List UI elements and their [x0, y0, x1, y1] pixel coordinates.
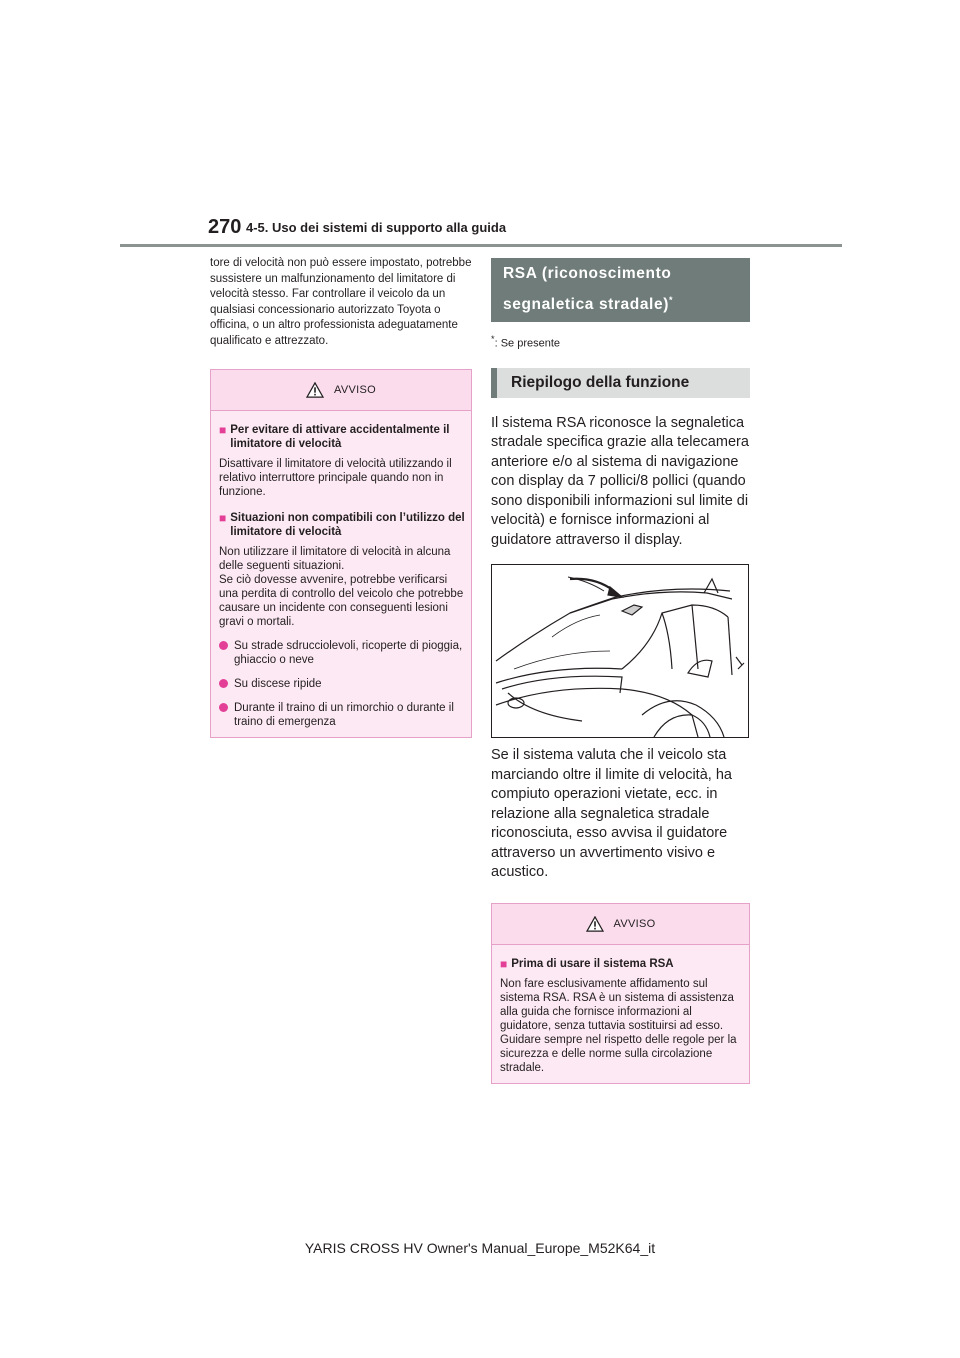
warning-item-title	[219, 511, 465, 539]
warning-item-title	[500, 957, 743, 971]
page-number: 270	[208, 216, 242, 238]
header-rule	[120, 244, 842, 247]
round-bullet-icon	[219, 679, 228, 688]
warning-triangle-icon	[306, 382, 324, 398]
warning-item-text: Se ciò dovesse avvenire, potrebbe verificarsi una perdita di controllo del veicolo che potrebbe causare un incidente con conseguenti lesioni gravi o mortali.	[219, 574, 464, 628]
square-bullet-icon: ■	[500, 956, 508, 971]
warning-item-title-text: Per evitare di attivare accidentalmente il limitatore di velocità	[230, 424, 450, 450]
warning-box-speed-limiter	[210, 369, 472, 738]
warning-header	[492, 904, 749, 945]
footnote-mark: *	[491, 334, 495, 345]
warning-item-title-text: Prima di usare il sistema RSA	[511, 957, 674, 970]
warning-header	[211, 370, 471, 411]
round-bullet-icon	[219, 641, 228, 650]
round-bullet-icon	[219, 703, 228, 712]
warning-item-text: Non utilizzare il limitatore di velocità in alcuna delle seguenti situazioni.	[219, 546, 451, 572]
list-item	[219, 677, 465, 691]
section-title: 4-5. Uso dei sistemi di supporto alla guida	[246, 220, 507, 235]
warning-item-title	[219, 423, 465, 451]
body-paragraph: Se il sistema valuta che il veicolo sta marciando oltre il limite di velocità, ha compiuto operazioni vietate, ecc. in relazione alla segnaletica stradale riconosciuta, esso avvisa il guidatore attraverso un avvertimento visivo e acustico.	[491, 747, 732, 881]
subheading-summary: Riepilogo della funzione	[491, 368, 750, 398]
body-paragraph: Il sistema RSA riconosce la segnaletica stradale specifica grazie alla telecamera anteriore e/o al sistema di navigazione con display da 7 pollici/8 pollici (quando sono disponibili informazioni sul limite di velocità) e fornisce informazioni al guidatore attraverso il display.	[491, 414, 749, 548]
list-item	[219, 639, 465, 667]
heading-footnote-mark: *	[668, 295, 674, 305]
list-item	[219, 701, 465, 729]
warning-item-text: Non fare esclusivamente affidamento sul sistema RSA. RSA è un sistema di assistenza alla guida che fornisce informazioni al guidatore, senza tuttavia sostituirsi ad esso. Guidare sempre nel rispetto delle regole per la sicurezza e delle norme sulla circolazione stradale.	[500, 977, 737, 1074]
footnote	[491, 334, 750, 350]
warning-box-rsa	[491, 903, 750, 1084]
list-item-text: Su discese ripide	[234, 678, 322, 690]
list-item-text: Su strade sdrucciolevoli, ricoperte di pioggia, ghiaccio o neve	[234, 640, 463, 666]
warning-body	[492, 945, 749, 1083]
list-item-text: Durante il traino di un rimorchio o durante il traino di emergenza	[234, 702, 454, 728]
square-bullet-icon: ■	[219, 511, 227, 525]
left-column	[210, 256, 472, 738]
page-footer: YARIS CROSS HV Owner's Manual_Europe_M52K64_it	[304, 1240, 656, 1256]
warning-triangle-icon	[586, 916, 604, 932]
camera-location-illustration	[491, 564, 749, 738]
section-heading-rsa	[491, 258, 750, 322]
warning-label: AVVISO	[613, 917, 656, 930]
footnote-text: : Se presente	[494, 337, 561, 350]
car-windshield-camera-illustration	[492, 565, 748, 737]
right-column	[491, 258, 750, 1084]
square-bullet-icon: ■	[219, 423, 227, 437]
warning-body	[211, 411, 471, 737]
section-heading-text: RSA (riconoscimento segnaletica stradale)	[503, 265, 672, 314]
warning-label: AVVISO	[334, 384, 376, 396]
intro-paragraph: tore di velocità non può essere impostato, potrebbe sussistere un malfunzionamento del limitatore di velocità stesso. Far controllare il veicolo da un qualsiasi concessionario autorizzato Toyota o officina, o un altro professionista adeguatamente qualificato e attrezzato.	[210, 257, 472, 347]
warning-item-title-text: Situazioni non compatibili con l’utilizzo del limitatore di velocità	[230, 512, 465, 538]
warning-item-text: Disattivare il limitatore di velocità utilizzando il relativo interruttore principale quando non in funzione.	[219, 458, 452, 498]
